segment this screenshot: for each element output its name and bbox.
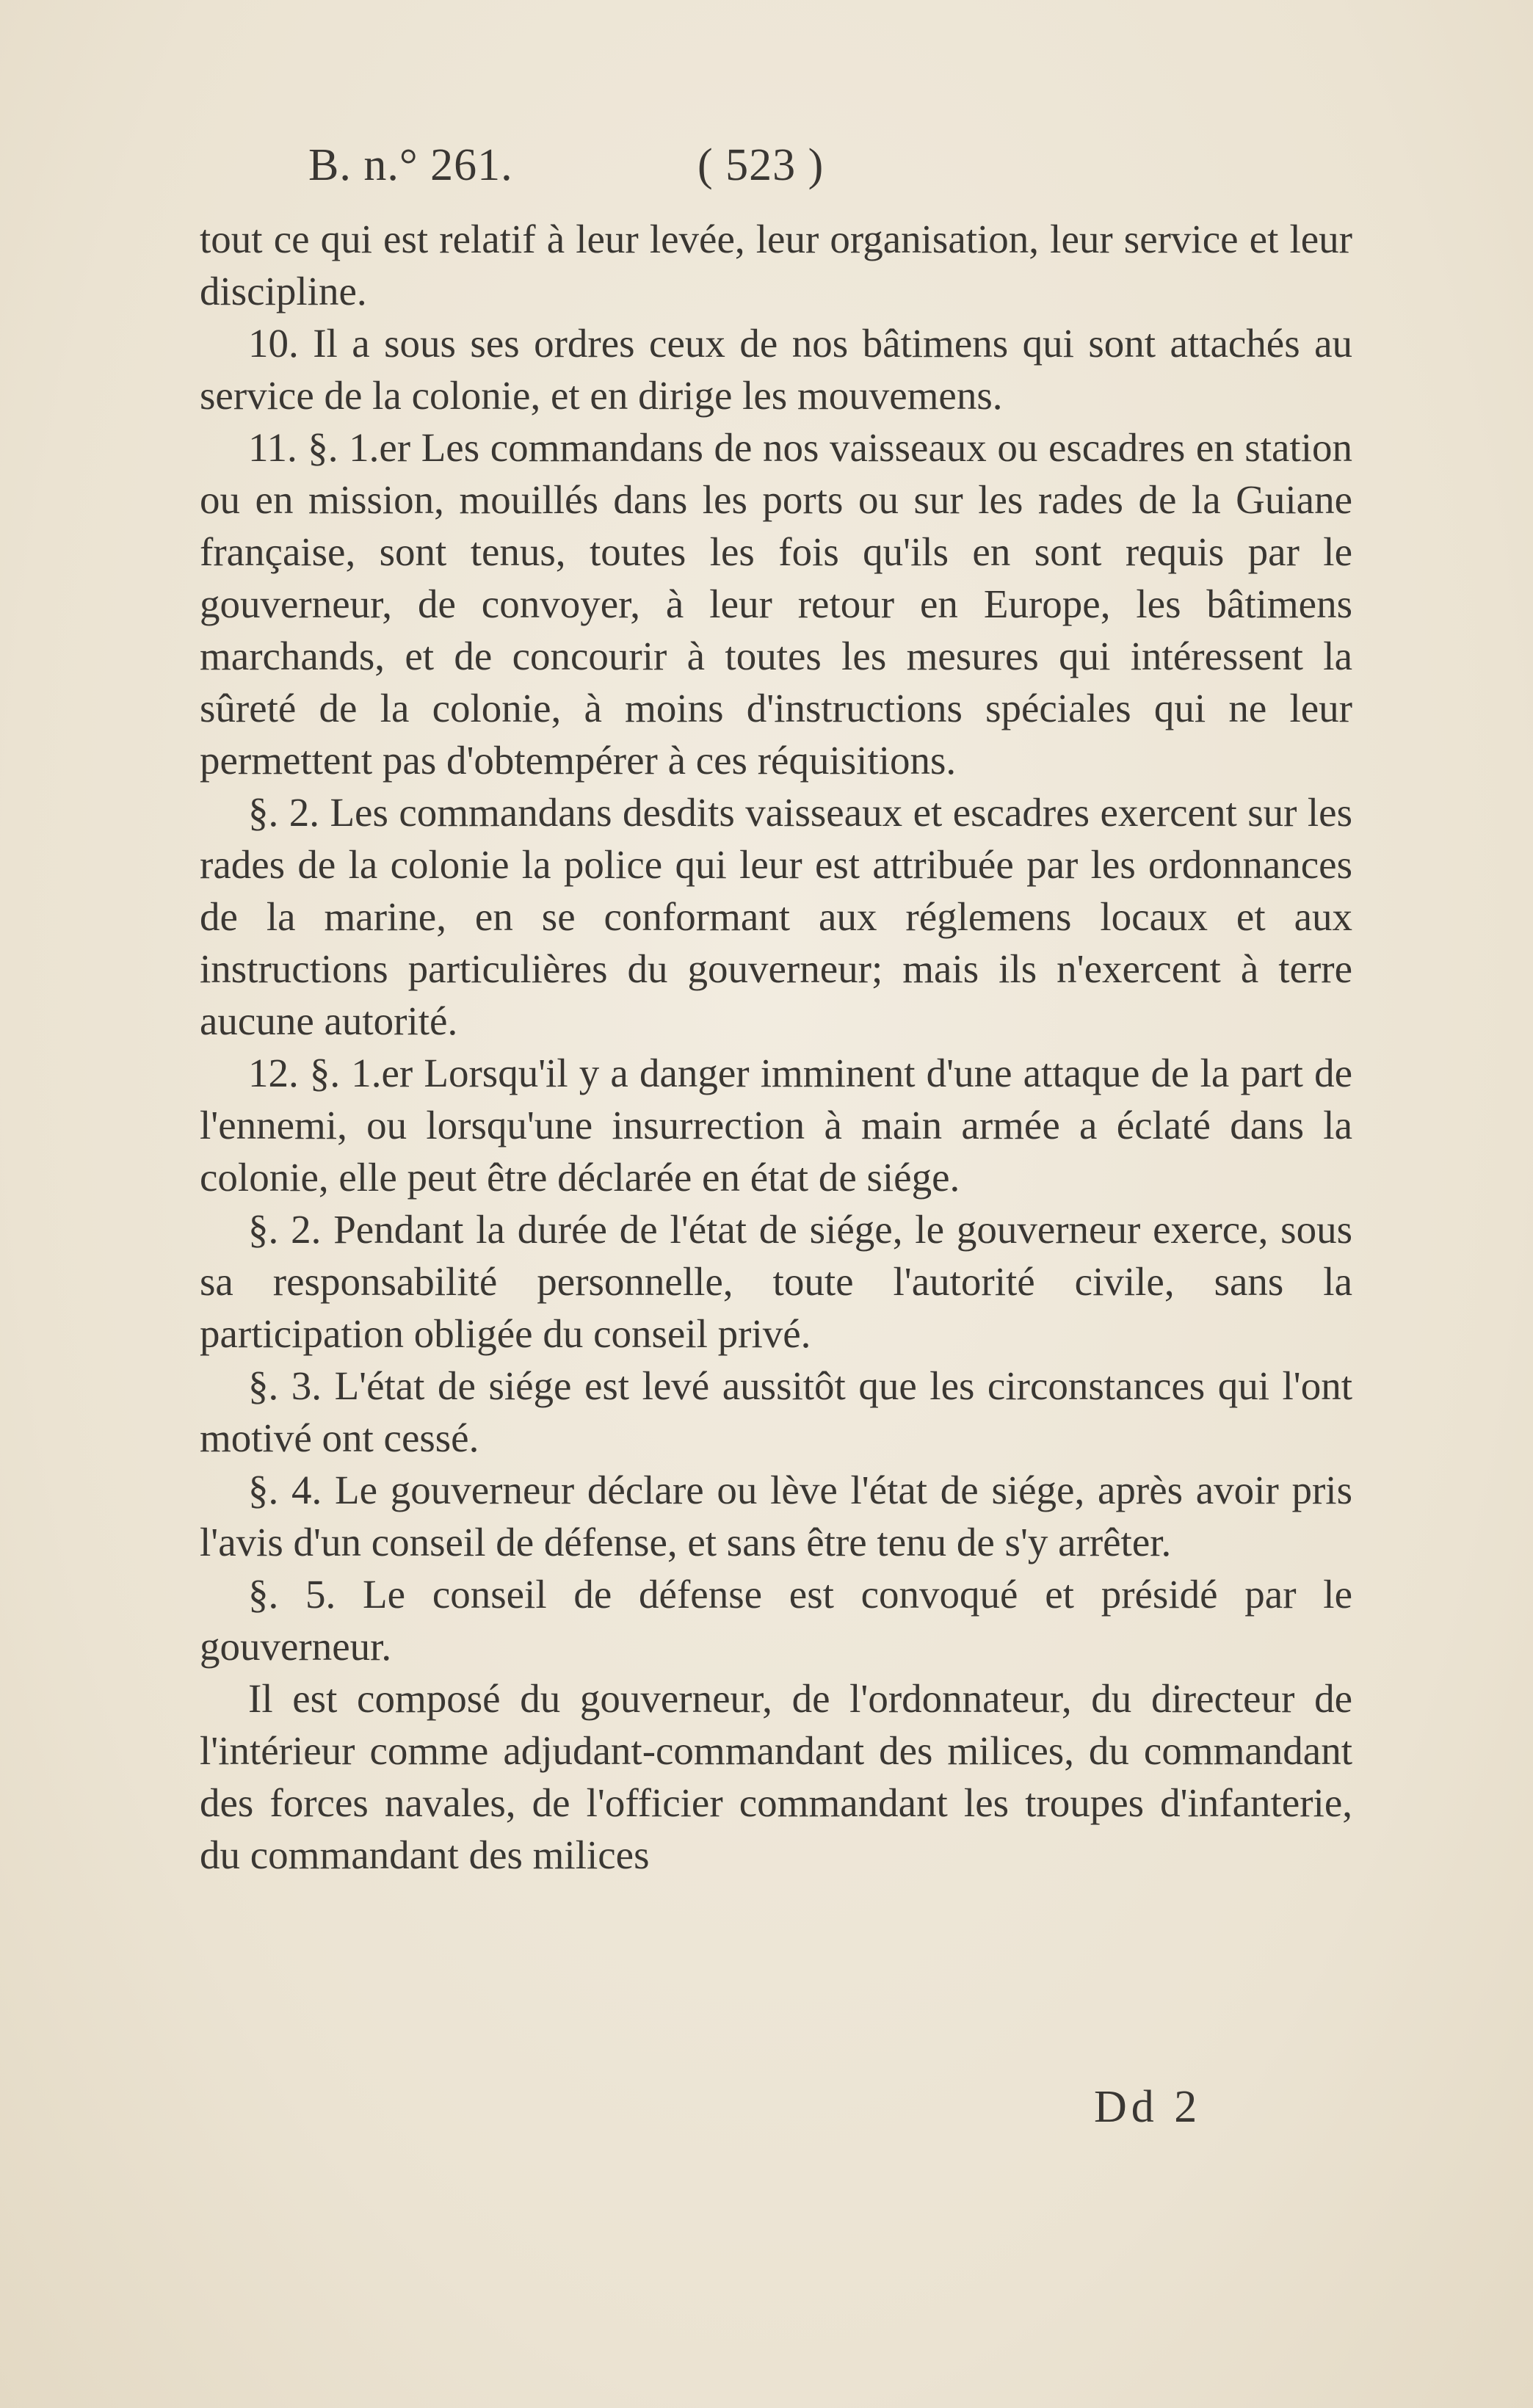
paragraph: §. 3. L'état de siége est levé aussitôt que les circonstances qui l'ont motivé ont cessé. xyxy=(200,1363,1352,1460)
page-header xyxy=(308,139,825,192)
paragraph: Il est composé du gouverneur, de l'ordonnateur, du directeur de l'intérieur comme adjudant-commandant des milices, du commandant des forces navales, de l'officier commandant les troupes d'infanterie, du commandant des milices xyxy=(200,1676,1352,1877)
paragraph: §. 5. Le conseil de défense est convoqué et présidé par le gouverneur. xyxy=(200,1572,1352,1669)
paragraph: tout ce qui est relatif à leur levée, leur organisation, leur service et leur discipline. xyxy=(200,217,1352,313)
paragraph: §. 2. Les commandans desdits vaisseaux et escadres exercent sur les rades de la colonie la police qui leur est attribuée par les ordonnances de la marine, en se conformant aux réglemens locaux et aux instructions particulières du gouverneur; mais ils n'exercent à terre aucune autorité. xyxy=(200,790,1352,1043)
page-number: ( 523 ) xyxy=(697,140,825,190)
bulletin-number: B. n.° 261. xyxy=(308,140,513,190)
paragraph: §. 2. Pendant la durée de l'état de siége, le gouverneur exerce, sous sa responsabilité personnelle, toute l'autorité civile, sans la participation obligée du conseil privé. xyxy=(200,1207,1352,1356)
paragraph: §. 4. Le gouverneur déclare ou lève l'état de siége, après avoir pris l'avis d'un conseil de défense, et sans être tenu de s'y arrêter. xyxy=(200,1468,1352,1564)
paragraph: 10. Il a sous ses ordres ceux de nos bâtimens qui sont attachés au service de la colonie, et en dirige les mouvemens. xyxy=(200,321,1352,418)
catchword: Dd 2 xyxy=(1094,2082,1202,2132)
paragraph: 12. §. 1.er Lorsqu'il y a danger imminent d'une attaque de la part de l'ennemi, ou lorsqu'une insurrection à main armée a éclaté dans la colonie, elle peut être déclarée en état de siége. xyxy=(200,1051,1352,1200)
paragraph: 11. §. 1.er Les commandans de nos vaisseaux ou escadres en station ou en mission, mouillés dans les ports ou sur les rades de la Guiane française, sont tenus, toutes les fois qu'ils en sont requis par le gouverneur, de convoyer, à leur retour en Europe, les bâtimens marchands, et de concourir à toutes les mesures qui intéressent la sûreté de la colonie, à moins d'instructions spéciales qui ne leur permettent pas d'obtempérer à ces réquisitions. xyxy=(200,425,1352,783)
body-text xyxy=(200,213,1352,1881)
